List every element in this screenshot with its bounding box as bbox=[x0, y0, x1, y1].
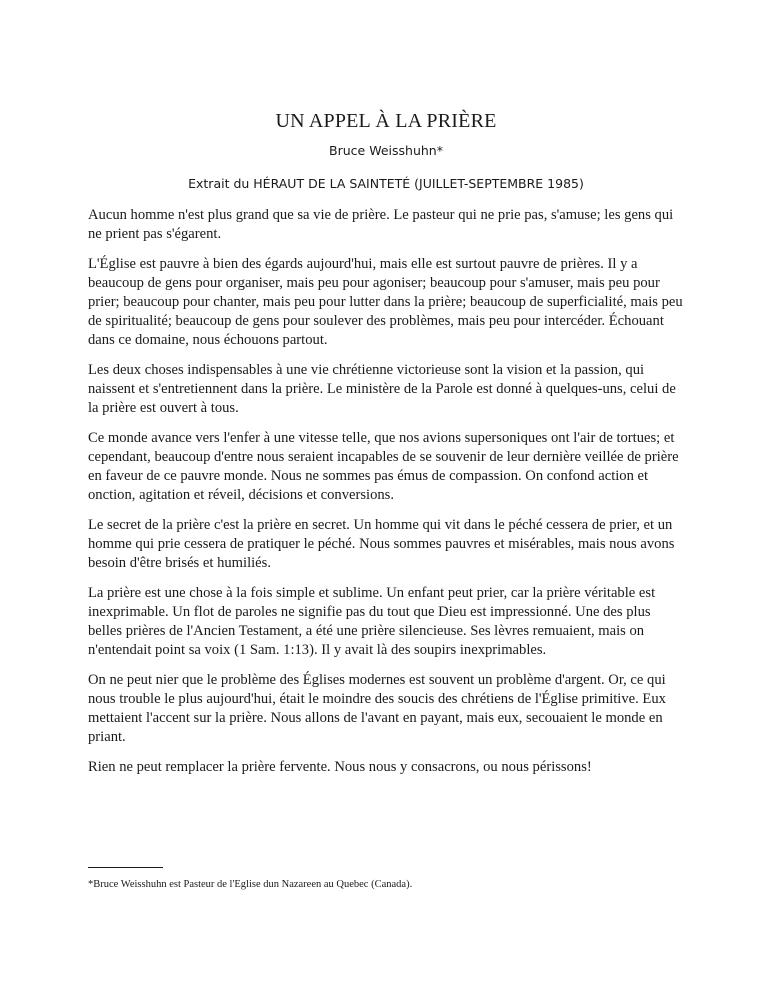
paragraph: L'Église est pauvre à bien des égards aujourd'hui, mais elle est surtout pauvre de prières. Il y a beaucoup de gens pour organiser, mais peu pour agoniser; beaucoup pour s'amuser, mais peu pour prier; beaucoup pour chanter, mais peu pour lutter dans la prière; beaucoup de superficialité, mais peu de spiritualité; beaucoup de gens pour soulever des problèmes, mais peu pour intercéder. Échouant dans ce domaine, nous échouons partout. bbox=[88, 256, 683, 348]
source-line: Extrait du HÉRAUT DE LA SAINTETÉ (JUILLET-SEPTEMBRE 1985) bbox=[188, 176, 584, 191]
footnote: *Bruce Weisshuhn est Pasteur de l'Eglise dun Nazareen au Quebec (Canada). bbox=[88, 879, 413, 890]
paragraph: Les deux choses indispensables à une vie chrétienne victorieuse sont la vision et la passion, qui naissent et s'entretiennent dans la prière. Le ministère de la Parole est donné à quelques-uns, celui de la prière est ouvert à tous. bbox=[88, 362, 676, 416]
paragraph: On ne peut nier que le problème des Églises modernes est souvent un problème d'argent. Or, ce qui nous trouble le plus aujourd'hui, était le moindre des soucis des chrétiens de l'Église primitive. Eux mettaient l'accent sur la prière. Nous allons de l'avant en payant, mais eux, secouaient le monde en priant. bbox=[88, 672, 666, 745]
author-line: Bruce Weisshuhn* bbox=[329, 143, 443, 158]
document-body bbox=[88, 110, 684, 788]
paragraph: La prière est une chose à la fois simple et sublime. Un enfant peut prier, car la prière véritable est inexprimable. Un flot de paroles ne signifie pas du tout que Dieu est impressionné. Une des plus belles prières de l'Ancien Testament, a été une prière silencieuse. Ses lèvres remuaient, mais on n'entendait point sa voix (1 Sam. 1:13). Il y avait là des soupirs inexprimables. bbox=[88, 585, 656, 658]
paragraph: Ce monde avance vers l'enfer à une vitesse telle, que nos avions supersoniques ont l'air de tortues; et cependant, beaucoup d'entre nous seraient incapables de se souvenir de leur dernière veillée de prière en faveur de ce pauvre monde. Nous ne sommes pas émus de compassion. On confond action et onction, agitation et réveil, décisions et conversions. bbox=[88, 430, 679, 503]
footnote-divider bbox=[88, 867, 163, 868]
paragraph: Aucun homme n'est plus grand que sa vie de prière. Le pasteur qui ne prie pas, s'amuse; les gens qui ne prient pas s'égarent. bbox=[88, 207, 674, 242]
document-title: UN APPEL À LA PRIÈRE bbox=[275, 110, 497, 132]
paragraph: Rien ne peut remplacer la prière fervente. Nous nous y consacrons, ou nous périssons! bbox=[88, 759, 592, 775]
paragraph: Le secret de la prière c'est la prière en secret. Un homme qui vit dans le péché cessera de prier, et un homme qui prie cessera de pratiquer le péché. Nous sommes pauvres et misérables, mais nous avons besoin d'être brisés et humiliés. bbox=[88, 517, 675, 571]
